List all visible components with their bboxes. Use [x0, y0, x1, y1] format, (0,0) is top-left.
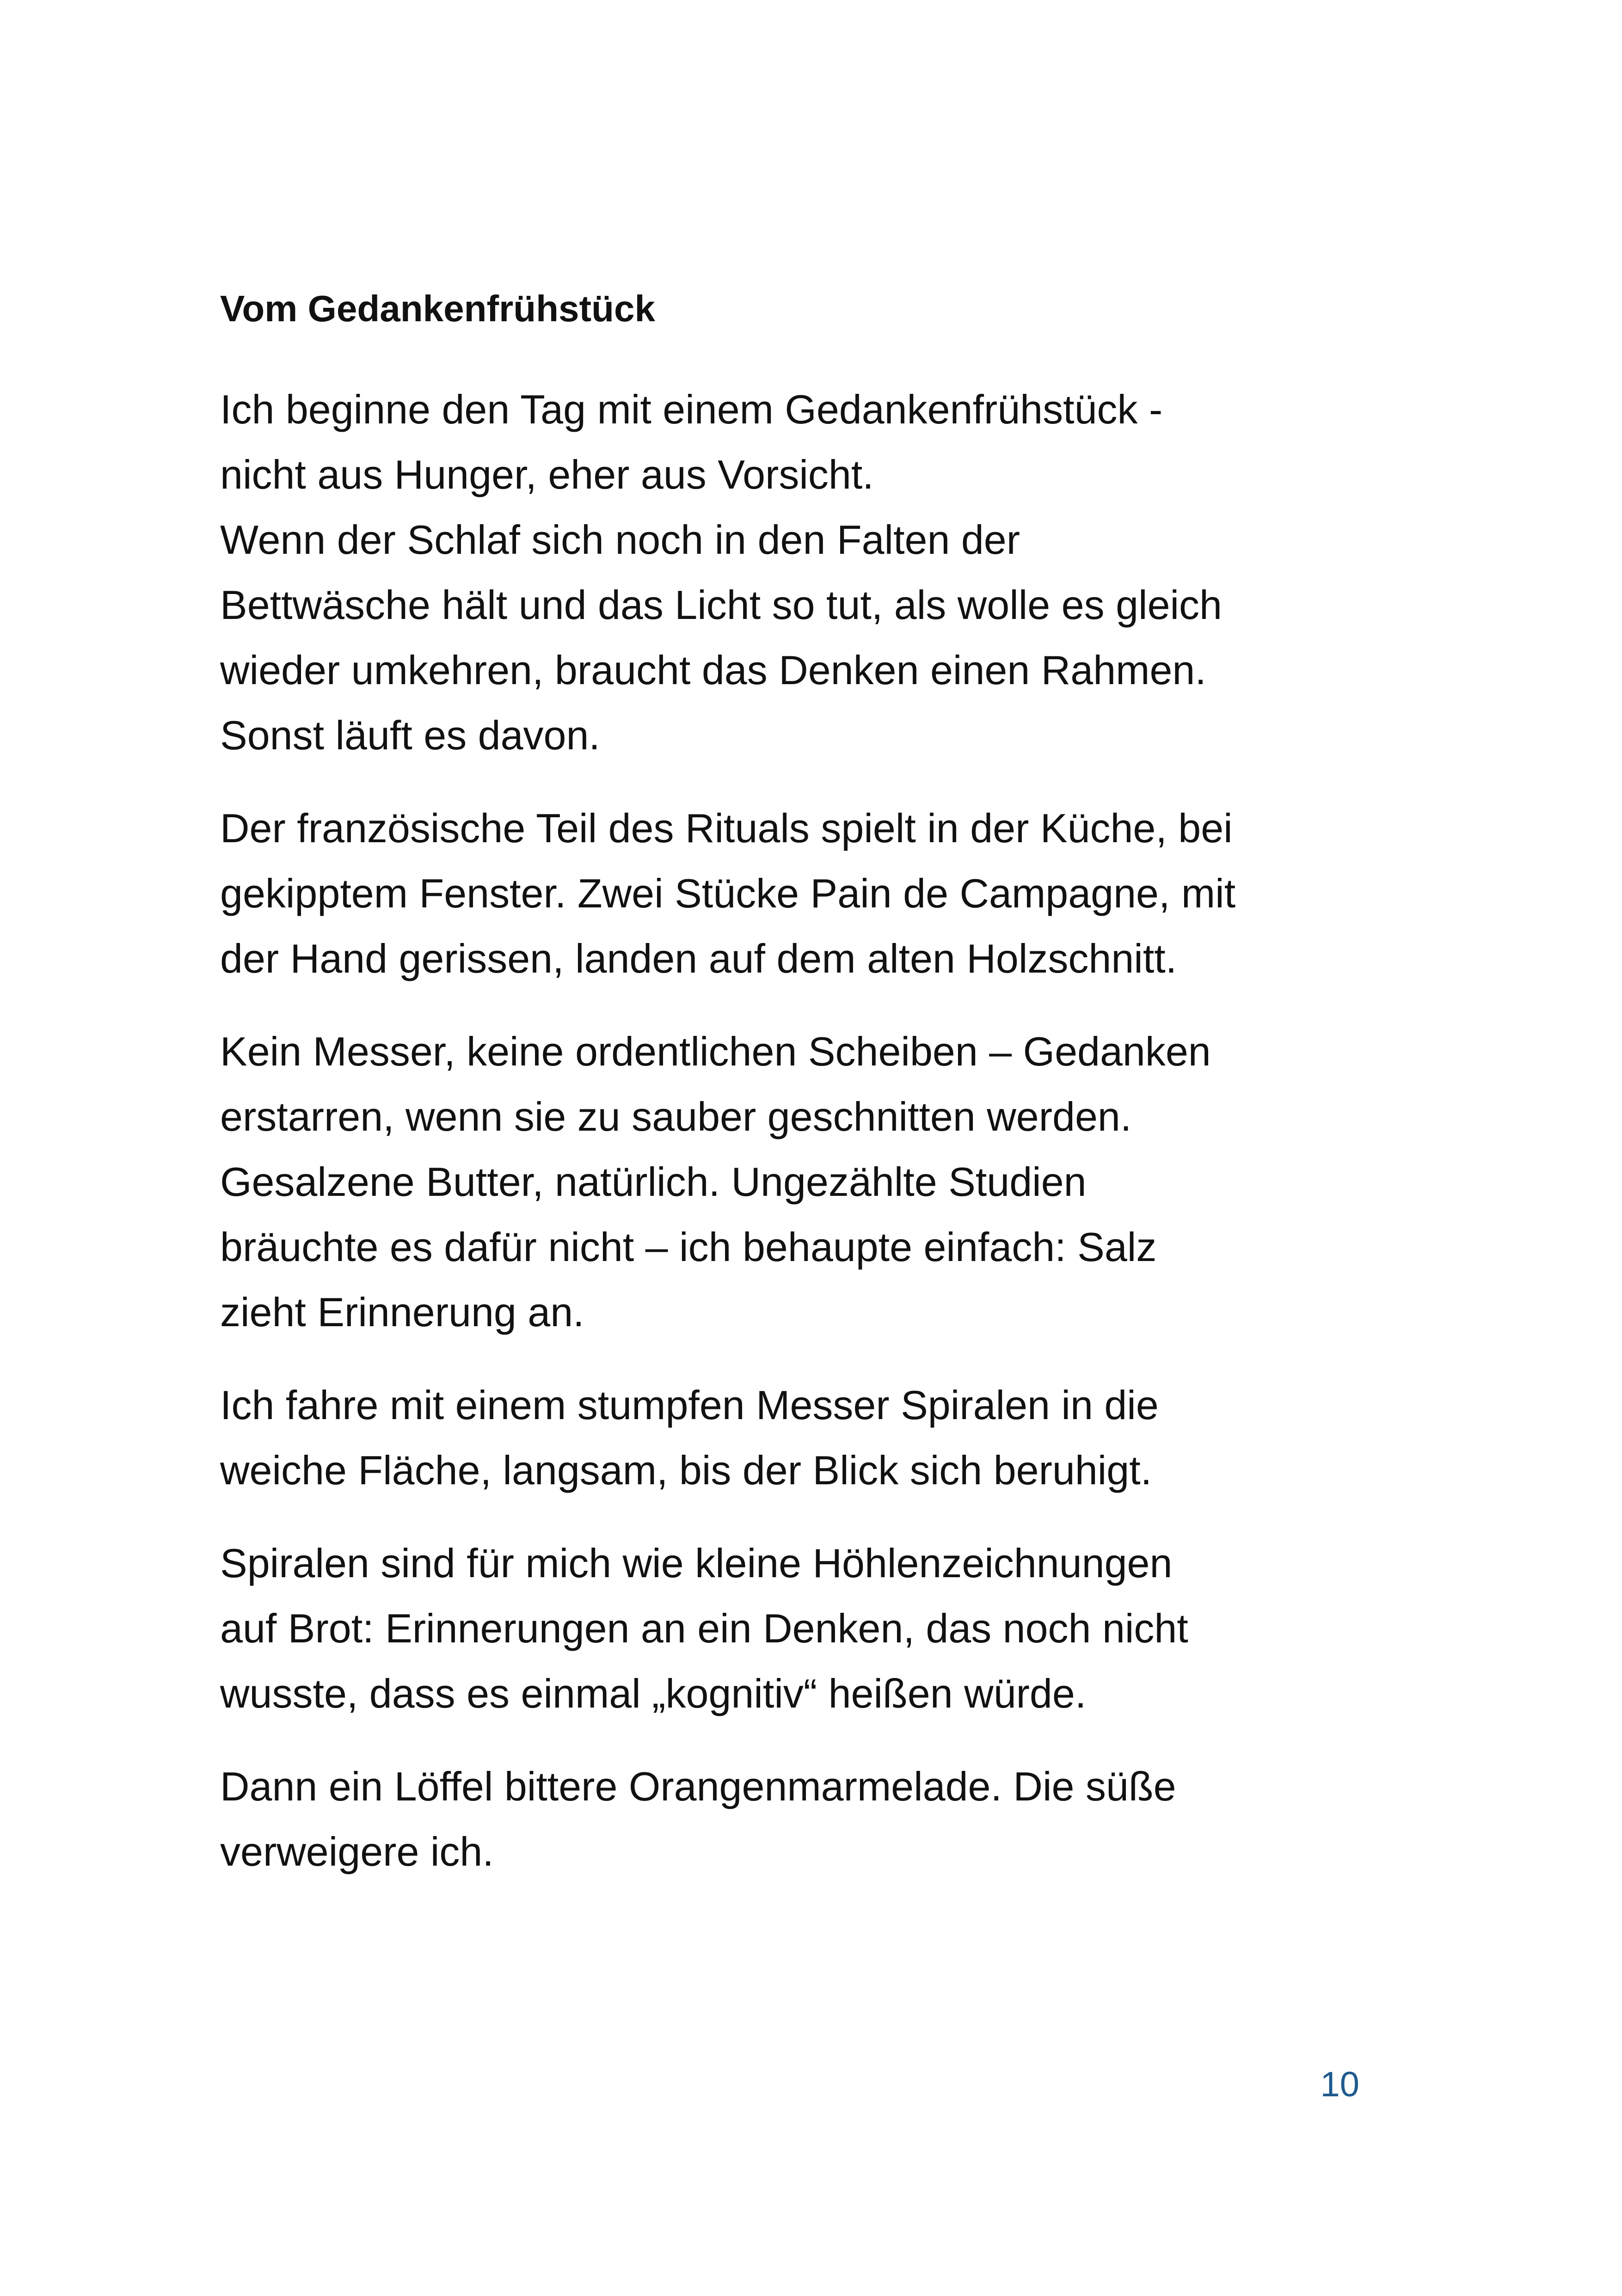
text-line: Wenn der Schlaf sich noch in den Falten der	[220, 517, 1020, 563]
text-line: Spiralen sind für mich wie kleine Höhlenzeichnungen	[220, 1540, 1173, 1586]
text-line: Dann ein Löffel bittere Orangenmarmelade. Die süße	[220, 1763, 1176, 1809]
text-line: wieder umkehren, braucht das Denken einen Rahmen.	[220, 647, 1206, 693]
text-line: verweigere ich.	[220, 1829, 494, 1874]
text-line: Bettwäsche hält und das Licht so tut, als wolle es gleich	[220, 582, 1222, 628]
text-line: wusste, dass es einmal „kognitiv“ heißen würde.	[220, 1671, 1087, 1716]
text-line: bräuchte es dafür nicht – ich behaupte einfach: Salz	[220, 1224, 1157, 1270]
paragraph	[220, 1019, 1376, 1345]
text-line: gekipptem Fenster. Zwei Stücke Pain de Campagne, mit	[220, 870, 1236, 916]
paragraph	[220, 1754, 1376, 1884]
paragraph	[220, 377, 1376, 768]
text-line: Sonst läuft es davon.	[220, 712, 600, 758]
text-line: auf Brot: Erinnerungen an ein Denken, das noch nicht	[220, 1605, 1188, 1651]
text-line: zieht Erinnerung an.	[220, 1289, 584, 1335]
text-line: nicht aus Hunger, eher aus Vorsicht.	[220, 452, 874, 497]
body-text	[220, 377, 1376, 1912]
page-title: Vom Gedankenfrühstück	[220, 288, 655, 329]
text-line: der Hand gerissen, landen auf dem alten Holzschnitt.	[220, 936, 1177, 981]
text-line: Gesalzene Butter, natürlich. Ungezählte Studien	[220, 1159, 1087, 1205]
text-line: Kein Messer, keine ordentlichen Scheiben – Gedanken	[220, 1029, 1211, 1074]
text-line: erstarren, wenn sie zu sauber geschnitten werden.	[220, 1094, 1132, 1139]
text-line: Der französische Teil des Rituals spielt in der Küche, bei	[220, 805, 1233, 851]
paragraph	[220, 1372, 1376, 1503]
text-line: Ich fahre mit einem stumpfen Messer Spiralen in die	[220, 1382, 1159, 1428]
page-number: 10	[1320, 2065, 1359, 2104]
paragraph	[220, 1531, 1376, 1726]
paragraph	[220, 796, 1376, 991]
text-line: Ich beginne den Tag mit einem Gedankenfrühstück -	[220, 386, 1163, 432]
text-line: weiche Fläche, langsam, bis der Blick sich beruhigt.	[220, 1447, 1152, 1493]
